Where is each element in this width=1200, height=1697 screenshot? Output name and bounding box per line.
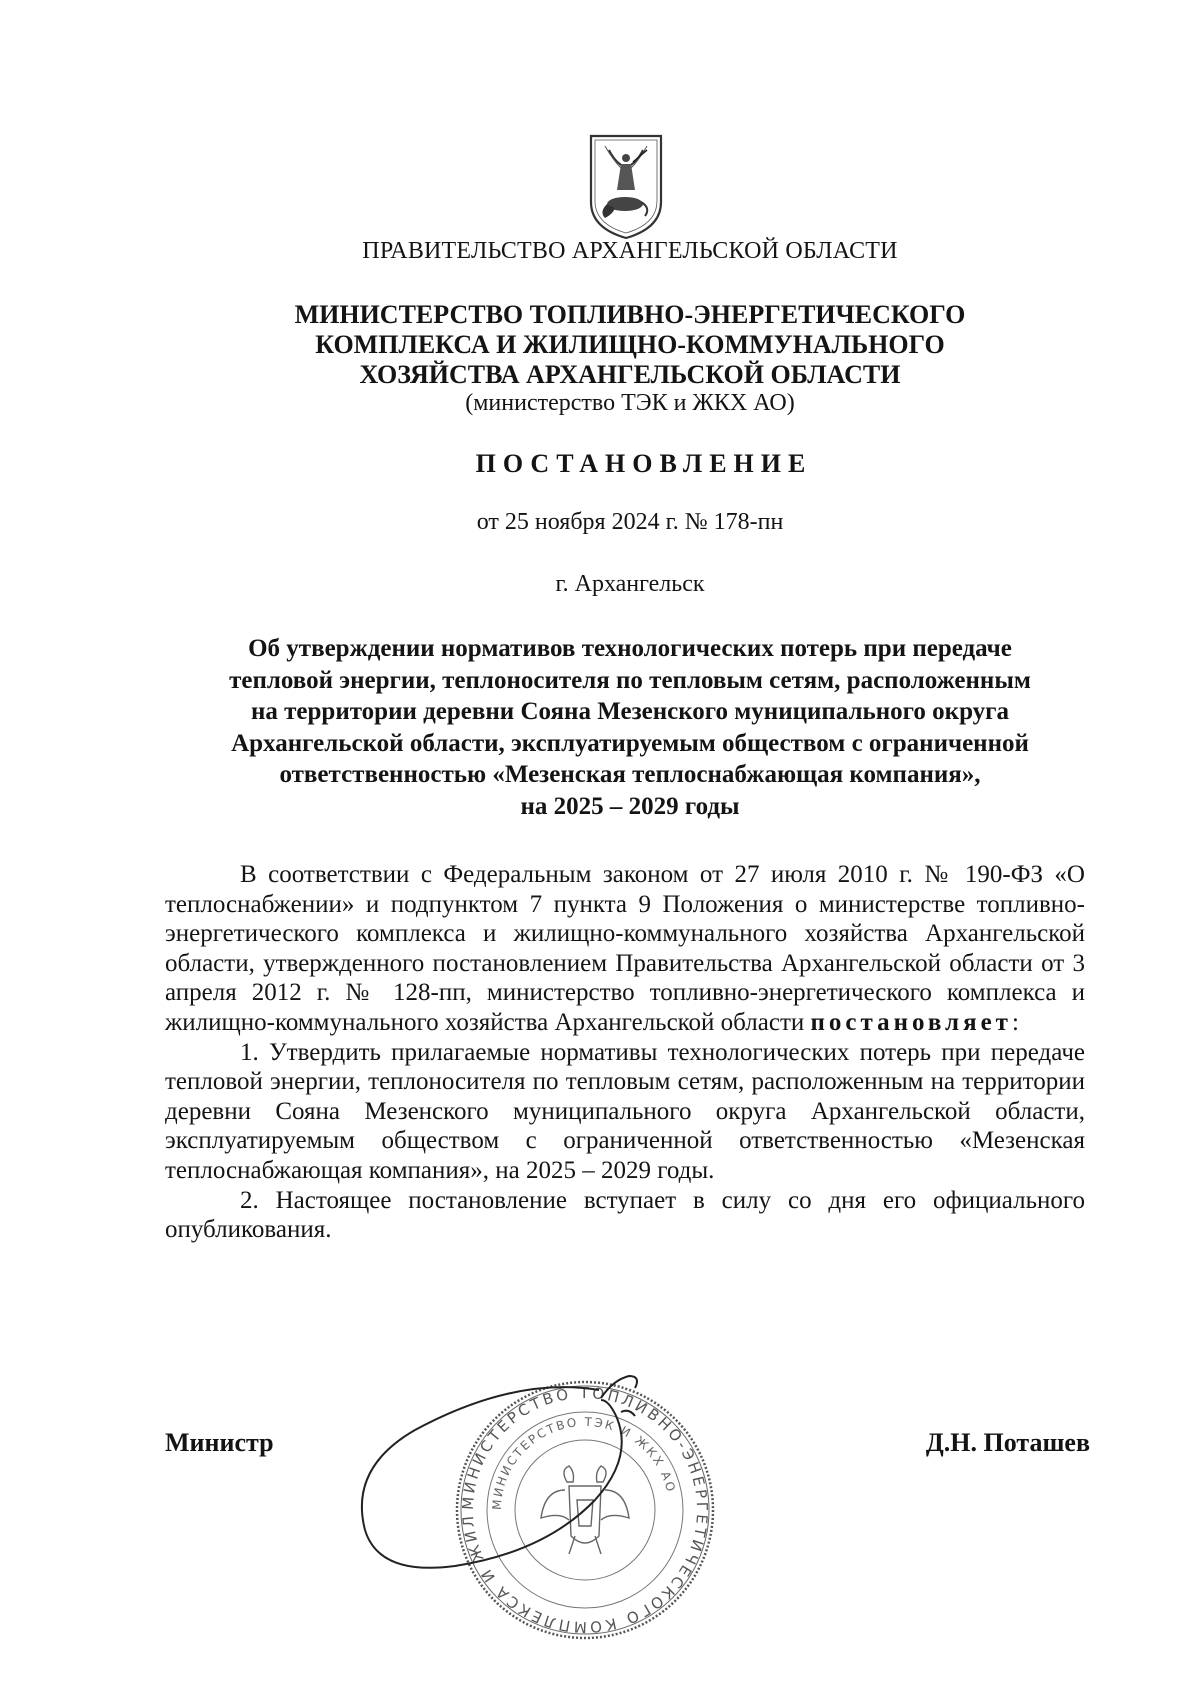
document-subject: [150, 633, 1110, 822]
government-name: ПРАВИТЕЛЬСТВО АРХАНГЕЛЬСКОЙ ОБЛАСТИ: [362, 238, 898, 264]
subject-line: ответственностью «Мезенская теплоснабжающая компания»,: [279, 761, 981, 788]
ministry-short-name: (министерство ТЭК и ЖКХ АО): [465, 390, 795, 416]
svg-text:МИНИСТЕРСТВО ТОПЛИВНО-ЭНЕРГЕТИ: [355, 1340, 711, 1636]
city: г. Архангельск: [555, 571, 705, 597]
signature-position: Министр: [165, 1428, 274, 1457]
document-body: [165, 860, 1085, 1245]
stamp-inner-text: МИНИСТЕРСТВО ТЭК И ЖКХ АО: [489, 1414, 679, 1511]
date-and-number: от 25 ноября 2024 г. № 178-пн: [476, 509, 784, 535]
decrees-word: постановляет: [810, 1008, 1012, 1036]
item-2-paragraph: 2. Настоящее постановление вступает в силу со дня его официального опубликования.: [165, 1186, 1085, 1244]
stamp-outer-text: МИНИСТЕРСТВО ТОПЛИВНО-ЭНЕРГЕТИЧЕСКОГО КОМПЛЕКСА И ЖИЛ: [458, 1383, 712, 1637]
official-stamp: [355, 1340, 775, 1650]
svg-text:МИНИСТЕРСТВО ТЭК И ЖКХ АО: [490, 1415, 678, 1510]
subject-line: на территории деревни Сояна Мезенского муниципального округа: [250, 698, 1009, 725]
decrees-colon: :: [1011, 1008, 1019, 1036]
subject-line: Об утверждении нормативов технологических потерь при передаче: [248, 635, 1012, 662]
signature-name: Д.Н. Поташев: [925, 1428, 1090, 1457]
item-1-paragraph: 1. Утвердить прилагаемые нормативы технологических потерь при передаче тепловой энергии, теплоносителя по тепловым сетям, расположенным на территории деревни Сояна Мезенского муниципального округа Архангельской области, эксплуатируемым обществом с ограниченной ответственностью «Мезенская теплоснабжающая компания», на 2025 – 2029 годы.: [165, 1038, 1085, 1184]
ministry-line: МИНИСТЕРСТВО ТОПЛИВНО-ЭНЕРГЕТИЧЕСКОГО: [294, 300, 966, 329]
document-type: ПОСТАНОВЛЕНИЕ: [475, 449, 813, 478]
coat-of-arms-emblem: [585, 132, 667, 242]
preamble-text: В соответствии с Федеральным законом от 27 июля 2010 г. № 190-ФЗ «О теплоснабжении» и подпунктом 7 пункта 9 Положения о министерстве топливно-энергетического комплекса и жилищно-коммунального хозяйства Архангельской области, утвержденного постановлением Правительства Архангельской области от 3 апреля 2012 г. № 128-пп, министерство топливно-энергетического комплекса и жилищно-коммунального хозяйства Архангельской области: [165, 861, 1085, 1036]
preamble-paragraph: [165, 860, 1085, 1038]
subject-line: тепловой энергии, теплоносителя по тепловым сетям, расположенным: [229, 666, 1031, 694]
subject-line: на 2025 – 2029 годы: [520, 792, 740, 820]
ministry-line: ХОЗЯЙСТВА АРХАНГЕЛЬСКОЙ ОБЛАСТИ: [359, 360, 901, 389]
ministry-name: [150, 300, 1110, 390]
subject-line: Архангельской области, эксплуатируемым обществом с ограниченной: [231, 729, 1029, 757]
ministry-line: КОМПЛЕКСА И ЖИЛИЩНО-КОММУНАЛЬНОГО: [315, 330, 945, 359]
